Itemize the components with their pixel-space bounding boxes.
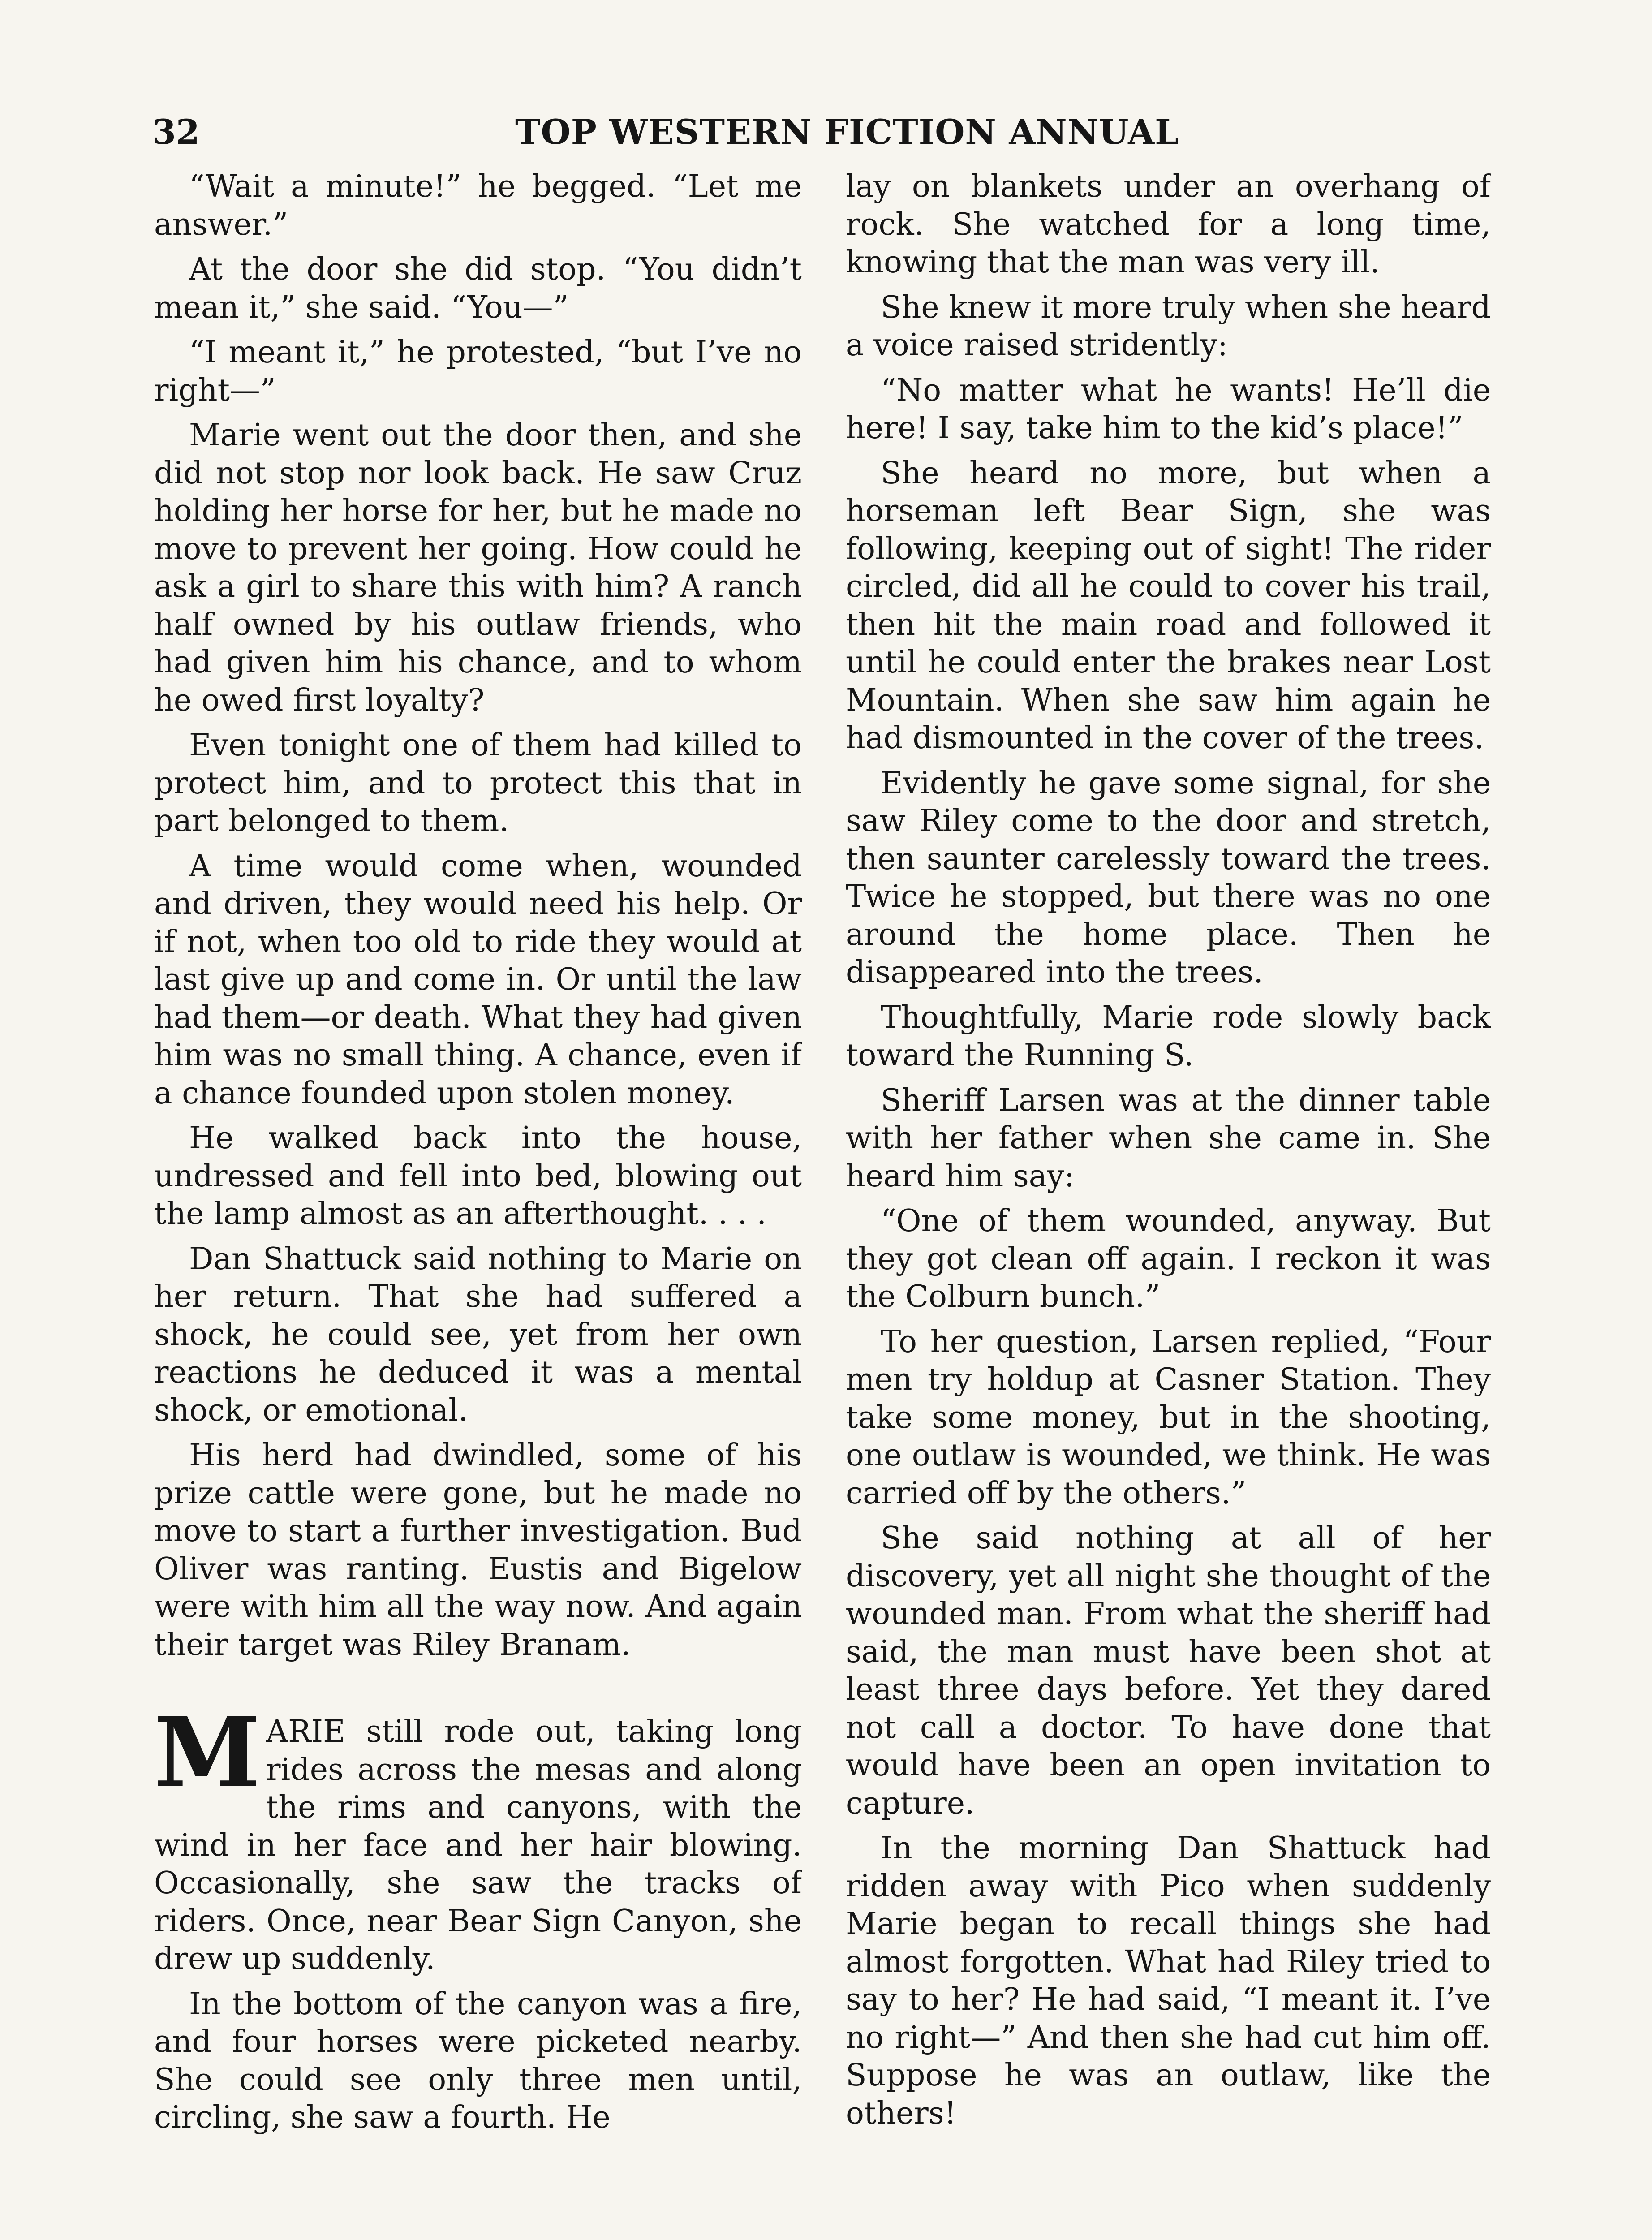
paragraph: She heard no more, but when a horseman left Bear Sign, she was following, keeping out of sight! The rider circled, did all he could to cover his trail, then hit the main road and followed it until he could enter the brakes near Lost Mountain. When she saw him again he had dismounted in the cover of the trees. [846, 455, 1491, 756]
paragraph: His herd had dwindled, some of his prize cattle were gone, but he made no move to start a further investigation. Bud Oliver was ranting. Eustis and Bigelow were with him all the way now. And again their target was Riley Branam. [154, 1438, 802, 1663]
paragraph: Evidently he gave some signal, for she saw Riley come to the door and stretch, then saunter carelessly toward the trees. Twice he stopped, but there was no one around the home place. Then he disappeared into the trees. [846, 765, 1491, 990]
paragraph: In the morning Dan Shattuck had ridden away with Pico when suddenly Marie began to recall things she had almost forgotten. What had Riley tried to say to her? He had said, “I meant it. I’ve no right—” And then she had cut him off. Suppose he was an outlaw, like the others! [846, 1831, 1491, 2131]
paragraph: Even tonight one of them had killed to protect him, and to protect this that in part belonged to them. [154, 728, 802, 839]
section-opening-text: ARIE still rode out, taking long rides across the mesas and along the rims and canyons, with the wind in her face and her hair blowing. Occasionally, she saw the tracks of riders. Once, near Bear Sign Canyon, she drew up suddenly. [154, 1714, 802, 1977]
continued-paragraph: lay on blankets under an overhang of rock. She watched for a long time, knowing that the man was very ill. [846, 169, 1491, 280]
paragraph: In the bottom of the canyon was a fire, and four horses were picketed nearby. She could see only three men until, circling, she saw a fourth. He [154, 1986, 802, 2135]
paragraph: Thoughtfully, Marie rode slowly back toward the Running S. [846, 999, 1491, 1073]
paragraph: To her question, Larsen replied, “Four men try holdup at Casner Station. They take some money, but in the shooting, one outlaw is wounded, we think. He was carried off by the others.” [846, 1324, 1491, 1511]
paragraph: “No matter what he wants! He’ll die here! I say, take him to the kid’s place!” [846, 372, 1491, 446]
paragraph: He walked back into the house, undressed and fell into bed, blowing out the lamp almost as an afterthought. . . . [154, 1120, 802, 1232]
paragraph: “One of them wounded, anyway. But they got clean off again. I reckon it was the Colburn bunch.” [846, 1203, 1491, 1314]
drop-cap: M [154, 1696, 258, 1809]
section-opening-paragraph [154, 1696, 802, 1978]
paragraph: She said nothing at all of her discovery, yet all night she thought of the wounded man. From what the sheriff had said, the man must have been shot at least three days before. Yet they dared not call a doctor. To have done that would have been an open invitation to capture. [846, 1521, 1491, 1821]
page-number: 32 [152, 112, 200, 152]
running-title: TOP WESTERN FICTION ANNUAL [515, 112, 1179, 152]
paragraph: She knew it more truly when she heard a voice raised stridently: [846, 289, 1491, 363]
left-column [154, 168, 802, 2193]
right-column [846, 168, 1491, 2193]
paragraph: “I meant it,” he protested, “but I’ve no right—” [154, 335, 802, 408]
page-header [152, 112, 1496, 161]
paragraph: Sheriff Larsen was at the dinner table with her father when she came in. She heard him say: [846, 1082, 1491, 1194]
paragraph: A time would come when, wounded and driven, they would need his help. Or if not, when too old to ride they would at last give up and come in. Or until the law had them—or death. What they had given him was no small thing. A chance, even if a chance founded upon stolen money. [154, 848, 802, 1111]
paragraph: Dan Shattuck said nothing to Marie on her return. That she had suffered a shock, he could see, yet from her own reactions he deduced it was a mental shock, or emotional. [154, 1241, 802, 1428]
paragraph: “Wait a minute!” he begged. “Let me answer.” [154, 169, 802, 242]
paragraph: Marie went out the door then, and she did not stop nor look back. He saw Cruz holding her horse for her, but he made no move to prevent her going. How could he ask a girl to share this with him? A ranch half owned by his outlaw friends, who had given him his chance, and to whom he owed first loyalty? [154, 418, 802, 718]
paragraph: At the door she did stop. “You didn’t mean it,” she said. “You—” [154, 252, 802, 325]
